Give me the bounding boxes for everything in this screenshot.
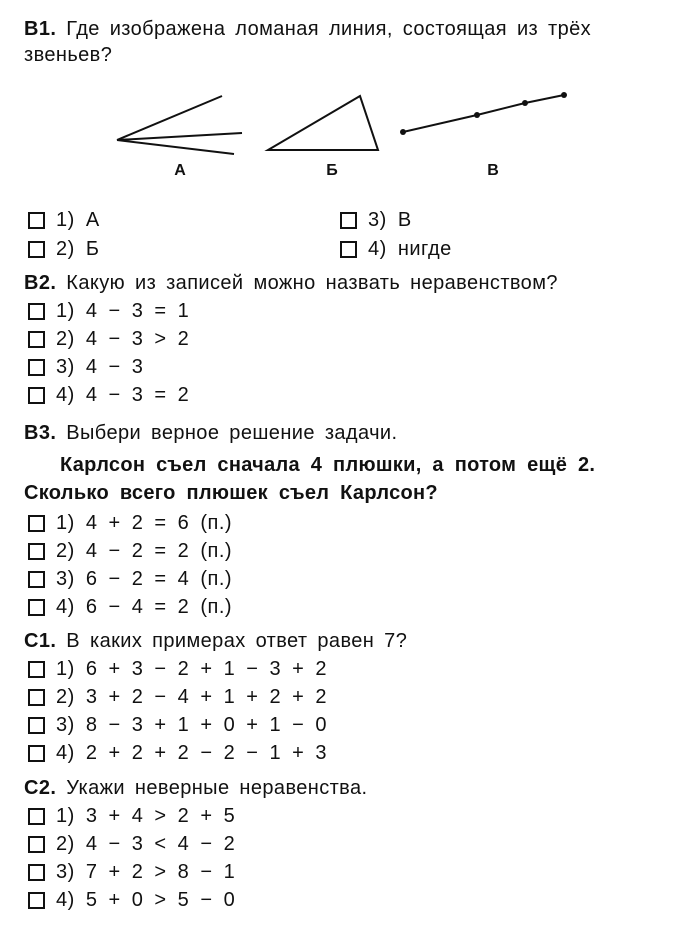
question-b3-text: Выбери верное решение задачи. xyxy=(66,422,398,444)
checkbox[interactable] xyxy=(28,543,45,560)
checkbox[interactable] xyxy=(28,661,45,678)
checkbox[interactable] xyxy=(28,717,45,734)
checkbox[interactable] xyxy=(28,331,45,348)
checkbox[interactable] xyxy=(28,241,45,258)
c2-option-1[interactable]: 1) 3 + 4 > 2 + 5 xyxy=(28,804,235,828)
checkbox[interactable] xyxy=(28,892,45,909)
checkbox[interactable] xyxy=(28,745,45,762)
question-b1-number: В1. xyxy=(24,18,57,40)
question-b2-text: Какую из записей можно назвать неравенством? xyxy=(66,272,558,294)
b2-option-2[interactable]: 2) 4 − 3 > 2 xyxy=(28,327,189,351)
c1-option-4[interactable]: 4) 2 + 2 + 2 − 2 − 1 + 3 xyxy=(28,741,327,765)
figure-b-triangle xyxy=(268,96,378,150)
b2-option-3[interactable]: 3) 4 − 3 xyxy=(28,355,143,379)
c2-option-2[interactable]: 2) 4 − 3 < 4 − 2 xyxy=(28,832,235,856)
checkbox[interactable] xyxy=(28,212,45,229)
b1-option-4[interactable]: 4) нигде xyxy=(340,237,452,261)
c1-option-2[interactable]: 2) 3 + 2 − 4 + 1 + 2 + 2 xyxy=(28,685,327,709)
figure-c-polyline xyxy=(400,92,567,135)
figure-label-b: Б xyxy=(326,162,338,179)
checkbox[interactable] xyxy=(28,359,45,376)
checkbox[interactable] xyxy=(28,689,45,706)
question-c1-number: С1. xyxy=(24,630,57,652)
b3-option-4[interactable]: 4) 6 − 4 = 2 (п.) xyxy=(28,595,232,619)
question-b3-number: В3. xyxy=(24,422,57,444)
question-b3 xyxy=(24,420,397,446)
c1-option-3[interactable]: 3) 8 − 3 + 1 + 0 + 1 − 0 xyxy=(28,713,327,737)
b1-option-2[interactable]: 2) Б xyxy=(28,237,99,261)
checkbox[interactable] xyxy=(28,836,45,853)
question-b1-text: Где изображена ломаная линия, состоящая из трёх звеньев? xyxy=(24,18,592,66)
b1-option-3[interactable]: 3) В xyxy=(340,208,412,232)
b3-option-3[interactable]: 3) 6 − 2 = 4 (п.) xyxy=(28,567,232,591)
b2-option-4[interactable]: 4) 4 − 3 = 2 xyxy=(28,383,189,407)
b3-option-1[interactable]: 1) 4 + 2 = 6 (п.) xyxy=(28,511,232,535)
checkbox[interactable] xyxy=(28,387,45,404)
question-c1 xyxy=(24,628,407,654)
checkbox[interactable] xyxy=(28,571,45,588)
b3-problem-line-1: Карлсон съел сначала 4 плюшки, а потом ещё 2. xyxy=(60,454,596,476)
b1-figures xyxy=(0,0,676,160)
checkbox[interactable] xyxy=(28,864,45,881)
question-b2-number: В2. xyxy=(24,272,57,294)
checkbox[interactable] xyxy=(28,303,45,320)
question-c2-number: С2. xyxy=(24,777,57,799)
question-c1-text: В каких примерах ответ равен 7? xyxy=(66,630,408,652)
question-b2 xyxy=(24,270,558,296)
figure-label-c: В xyxy=(487,162,499,179)
figure-label-a: А xyxy=(174,162,186,179)
figure-a-open-lines xyxy=(117,96,242,154)
c2-option-4[interactable]: 4) 5 + 0 > 5 − 0 xyxy=(28,888,235,912)
checkbox[interactable] xyxy=(28,599,45,616)
c1-option-1[interactable]: 1) 6 + 3 − 2 + 1 − 3 + 2 xyxy=(28,657,327,681)
b2-option-1[interactable]: 1) 4 − 3 = 1 xyxy=(28,299,189,323)
b1-option-1[interactable]: 1) А xyxy=(28,208,100,232)
question-c2 xyxy=(24,775,367,801)
checkbox[interactable] xyxy=(28,808,45,825)
checkbox[interactable] xyxy=(340,212,357,229)
checkbox[interactable] xyxy=(28,515,45,532)
c2-option-3[interactable]: 3) 7 + 2 > 8 − 1 xyxy=(28,860,235,884)
checkbox[interactable] xyxy=(340,241,357,258)
b3-option-2[interactable]: 2) 4 − 2 = 2 (п.) xyxy=(28,539,232,563)
b3-problem-line-2: Сколько всего плюшек съел Карлсон? xyxy=(24,482,438,504)
question-c2-text: Укажи неверные неравенства. xyxy=(66,777,368,799)
